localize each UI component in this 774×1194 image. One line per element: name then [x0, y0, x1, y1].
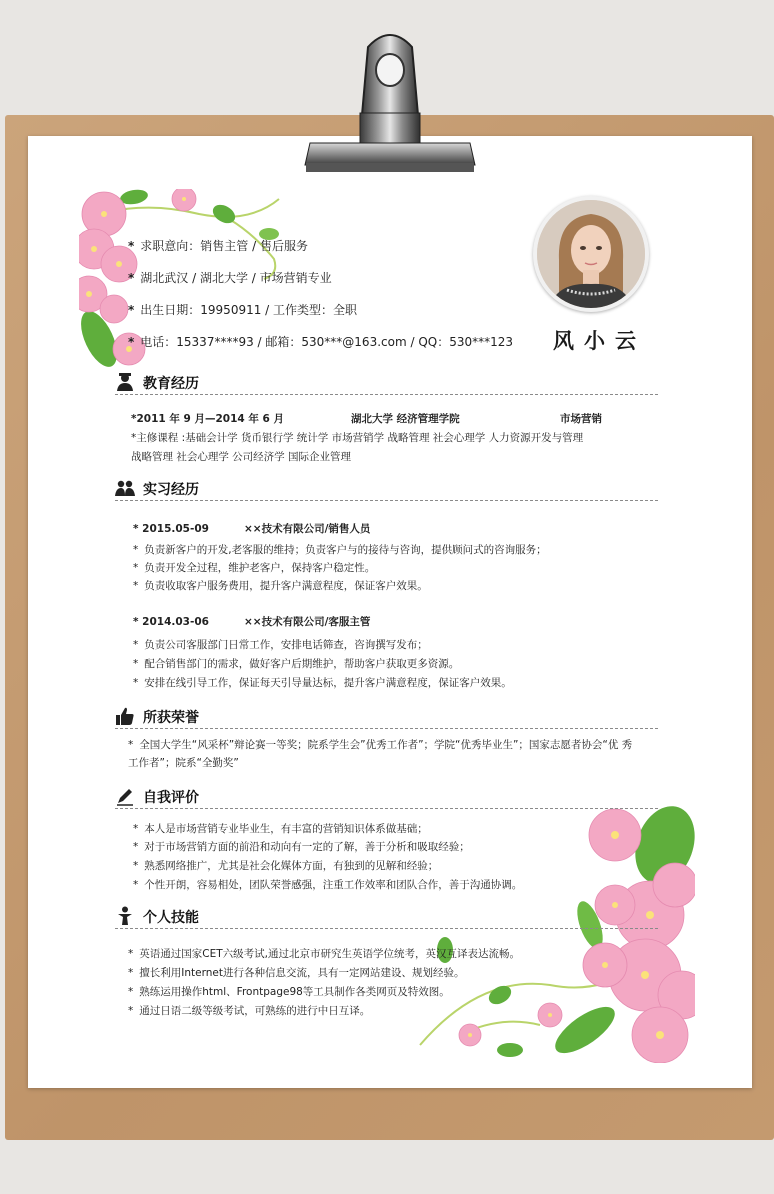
job1-duty-2-text: 负责开发全过程，维护老客户，保持客户稳定性。 — [144, 562, 376, 574]
job1-duty-2: * 负责开发全过程，维护老客户，保持客户稳定性。 — [133, 562, 376, 574]
job1-duty-3-text: 负责收取客户服务费用，提升客户满意程度，保证客户效果。 — [144, 580, 428, 592]
job2-duty-2: * 配合销售部门的需求，做好客户后期维护，帮助客户获取更多资源。 — [133, 658, 460, 670]
profile-photo — [533, 196, 649, 312]
honors-line-2: 工作者”；院系“全勤奖” — [128, 757, 239, 769]
skill-item-4: * 通过日语二级等级考试，可熟练的进行中日互译。 — [128, 1005, 371, 1017]
self-eval-item-1-text: 本人是市场营销专业毕业生，有丰富的营销知识体系做基础； — [144, 823, 428, 835]
section-honors — [115, 706, 658, 729]
job2-duty-1: * 负责公司客服部门日常工作，安排电话筛查，咨询撰写发布； — [133, 639, 428, 651]
graduate-icon — [115, 372, 135, 392]
info-job-intention: * 求职意向：销售主管 / 售后服务 — [128, 239, 308, 253]
self-eval-item-4: * 个性开朗，容易相处，团队荣誉感强，注重工作效率和团队合作，善于沟通协调。 — [133, 879, 523, 891]
person-name: 风小云 — [553, 329, 646, 353]
education-courses-1: *主修课程 :基础会计学 货币银行学 统计学 市场营销学 战略管理 社会心理学 人力资源开发与管理 — [131, 432, 584, 444]
job2-date: * 2014.03-06 — [133, 616, 209, 628]
honors-title: 所获荣誉 — [143, 710, 199, 726]
skill-item-1: * 英语通过国家CET六级考试,通过北京市研究生英语学位统考，英汉互译表达流畅。 — [128, 948, 520, 960]
info-contact-text: 电话：15337****93 / 邮箱：530***@163.com / QQ：530***123 — [140, 335, 514, 349]
info-location: * 湖北武汉 / 湖北大学 / 市场营销专业 — [128, 271, 332, 285]
skill-item-4-text: 通过日语二级等级考试，可熟练的进行中日互译。 — [139, 1005, 371, 1017]
job2-duty-1-text: 负责公司客服部门日常工作，安排电话筛查，咨询撰写发布； — [144, 639, 428, 651]
job1-duty-1: * 负责新客户的开发,老客服的维持；负责客户与的接待与咨询，提供顾问式的咨询服务； — [133, 544, 547, 556]
binder-clip-icon — [290, 25, 490, 185]
self-eval-item-1: * 本人是市场营销专业毕业生，有丰富的营销知识体系做基础； — [133, 823, 428, 835]
info-birthdate: * 出生日期：19950911 / 工作类型：全职 — [128, 303, 358, 317]
skill-item-1-text: 英语通过国家CET六级考试,通过北京市研究生英语学位统考，英汉互译表达流畅。 — [139, 948, 520, 960]
job2-duty-3-text: 安排在线引导工作，保证每天引导量达标，提升客户满意程度，保证客户效果。 — [144, 677, 512, 689]
section-education — [115, 372, 658, 395]
info-location-text: 湖北武汉 / 湖北大学 / 市场营销专业 — [140, 271, 332, 285]
education-major: 市场营销 — [560, 413, 602, 425]
skill-item-3: * 熟练运用操作html、Frontpage98等工具制作各类网页及特效图。 — [128, 986, 450, 998]
skills-title: 个人技能 — [143, 910, 199, 926]
education-period: *2011 年 9 月—2014 年 6 月 — [131, 413, 284, 425]
info-job-intention-text: 求职意向：销售主管 / 售后服务 — [140, 239, 308, 253]
info-birthdate-text: 出生日期：19950911 / 工作类型：全职 — [140, 303, 358, 317]
education-title: 教育经历 — [143, 376, 199, 392]
job2-company: ××技术有限公司/客服主管 — [244, 616, 371, 628]
self-eval-item-2: * 对于市场营销方面的前沿和动向有一定的了解，善于分析和吸取经验； — [133, 841, 470, 853]
thumbs-up-icon — [115, 706, 135, 726]
education-school: 湖北大学 经济管理学院 — [351, 413, 460, 425]
education-courses-2: 战略管理 社会心理学 公司经济学 国际企业管理 — [131, 451, 352, 463]
pen-icon — [115, 786, 135, 806]
skill-item-2-text: 擅长利用Internet进行各种信息交流，具有一定网站建设、规划经验。 — [139, 967, 465, 979]
self-eval-item-4-text: 个性开朗，容易相处，团队荣誉感强，注重工作效率和团队合作，善于沟通协调。 — [144, 879, 523, 891]
flower-decoration-bottom-right — [400, 795, 695, 1063]
section-skills — [115, 906, 658, 929]
skill-item-2: * 擅长利用Internet进行各种信息交流，具有一定网站建设、规划经验。 — [128, 967, 465, 979]
self-eval-item-3: * 熟悉网络推广，尤其是社会化媒体方面，有独到的见解和经验； — [133, 860, 439, 872]
job1-duty-3: * 负责收取客户服务费用，提升客户满意程度，保证客户效果。 — [133, 580, 428, 592]
internship-title: 实习经历 — [143, 482, 199, 498]
honors-line-1-text: 全国大学生“风采杯”辩论赛一等奖；院系学生会”优秀工作者”；学院“优秀毕业生”；国家志愿者协会“优 秀 — [139, 739, 633, 751]
job2-duty-3: * 安排在线引导工作，保证每天引导量达标，提升客户满意程度，保证客户效果。 — [133, 677, 512, 689]
job1-date: * 2015.05-09 — [133, 523, 209, 535]
honors-line-1: * 全国大学生“风采杯”辩论赛一等奖；院系学生会”优秀工作者”；学院“优秀毕业生”；国家志愿者协会“优 秀 — [128, 739, 633, 751]
job2-duty-2-text: 配合销售部门的需求，做好客户后期维护，帮助客户获取更多资源。 — [144, 658, 460, 670]
people-icon — [115, 478, 135, 498]
job1-duty-1-text: 负责新客户的开发,老客服的维持；负责客户与的接待与咨询，提供顾问式的咨询服务； — [144, 544, 547, 556]
section-self-evaluation — [115, 786, 658, 809]
skill-item-3-text: 熟练运用操作html、Frontpage98等工具制作各类网页及特效图。 — [139, 986, 450, 998]
self-eval-item-3-text: 熟悉网络推广，尤其是社会化媒体方面，有独到的见解和经验； — [144, 860, 439, 872]
job1-company: ××技术有限公司/销售人员 — [244, 523, 371, 535]
self-evaluation-title: 自我评价 — [143, 790, 199, 806]
self-eval-item-2-text: 对于市场营销方面的前沿和动向有一定的了解，善于分析和吸取经验； — [144, 841, 470, 853]
person-icon — [115, 906, 135, 926]
info-contact: * 电话：15337****93 / 邮箱：530***@163.com / QQ：530***123 — [128, 335, 514, 349]
section-internship — [115, 478, 658, 501]
portrait-icon — [537, 200, 645, 308]
